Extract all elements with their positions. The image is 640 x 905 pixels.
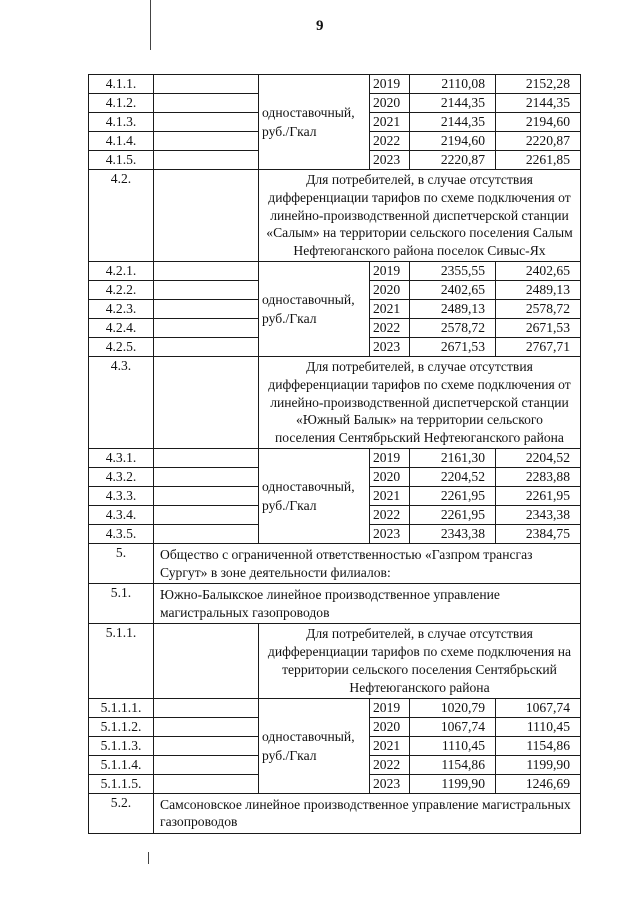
table-row — [89, 75, 581, 94]
tariff-value-first-half: 2144,35 — [410, 94, 496, 113]
empty-cell — [154, 299, 259, 318]
year-cell: 2023 — [370, 524, 410, 543]
tariff-value-first-half: 2261,95 — [410, 505, 496, 524]
tariff-value-second-half: 1246,69 — [496, 774, 581, 793]
tariff-value-second-half: 2261,85 — [496, 151, 581, 170]
year-cell: 2019 — [370, 698, 410, 717]
tariff-value-second-half: 2152,28 — [496, 75, 581, 94]
unit-cell: одноставочный, руб./Гкал — [259, 448, 370, 543]
year-cell: 2021 — [370, 486, 410, 505]
row-number: 4.3.2. — [89, 467, 154, 486]
organization-row — [89, 543, 581, 583]
row-number: 4.3. — [89, 356, 154, 448]
tariff-table-body — [89, 75, 581, 834]
scan-mark-bottom — [148, 852, 149, 864]
year-cell: 2022 — [370, 505, 410, 524]
tariff-value-second-half: 2489,13 — [496, 280, 581, 299]
year-cell: 2021 — [370, 113, 410, 132]
row-number: 5. — [89, 543, 154, 583]
tariff-value-first-half: 1199,90 — [410, 774, 496, 793]
tariff-value-second-half: 1199,90 — [496, 755, 581, 774]
organization-name: Самсоновское линейное производственное управление магистральных газопроводов — [154, 793, 581, 833]
row-number: 4.2. — [89, 170, 154, 262]
row-number: 5.1.1. — [89, 624, 154, 698]
year-cell: 2022 — [370, 318, 410, 337]
table-row — [89, 261, 581, 280]
empty-cell — [154, 280, 259, 299]
organization-row — [89, 584, 581, 624]
tariff-value-first-half: 1020,79 — [410, 698, 496, 717]
year-cell: 2020 — [370, 94, 410, 113]
year-cell: 2022 — [370, 132, 410, 151]
tariff-value-first-half: 2194,60 — [410, 132, 496, 151]
empty-cell — [154, 774, 259, 793]
year-cell: 2019 — [370, 448, 410, 467]
row-number: 4.2.5. — [89, 337, 154, 356]
empty-cell — [154, 170, 259, 262]
tariff-value-first-half: 2220,87 — [410, 151, 496, 170]
section-description: Для потребителей, в случае отсутствия дифференциации тарифов по схеме подключения от линейно-производственной диспетчерской станции «Южный Балык» на территории сельского поселения Сентябрьский Нефтеюганского района — [259, 356, 581, 448]
tariff-value-second-half: 2204,52 — [496, 448, 581, 467]
row-number: 4.2.3. — [89, 299, 154, 318]
empty-cell — [154, 524, 259, 543]
tariff-value-first-half: 1110,45 — [410, 736, 496, 755]
year-cell: 2020 — [370, 467, 410, 486]
empty-cell — [154, 717, 259, 736]
tariff-value-first-half: 2671,53 — [410, 337, 496, 356]
year-cell: 2023 — [370, 774, 410, 793]
empty-cell — [154, 448, 259, 467]
tariff-value-first-half: 2204,52 — [410, 467, 496, 486]
tariff-value-first-half: 2402,65 — [410, 280, 496, 299]
tariff-value-second-half: 2767,71 — [496, 337, 581, 356]
tariff-value-second-half: 2220,87 — [496, 132, 581, 151]
tariff-value-first-half: 2578,72 — [410, 318, 496, 337]
table-row — [89, 448, 581, 467]
empty-cell — [154, 505, 259, 524]
section-description: Для потребителей, в случае отсутствия дифференциации тарифов по схеме подключения на территории сельского поселения Сентябрьский Нефтеюганского района — [259, 624, 581, 698]
year-cell: 2019 — [370, 75, 410, 94]
empty-cell — [154, 132, 259, 151]
row-number: 5.1.1.4. — [89, 755, 154, 774]
tariff-value-second-half: 2671,53 — [496, 318, 581, 337]
row-number: 4.3.1. — [89, 448, 154, 467]
unit-cell: одноставочный, руб./Гкал — [259, 261, 370, 356]
row-number: 4.3.4. — [89, 505, 154, 524]
tariff-value-first-half: 1154,86 — [410, 755, 496, 774]
page-number: 9 — [316, 18, 324, 34]
tariff-value-second-half: 2343,38 — [496, 505, 581, 524]
row-number: 4.1.4. — [89, 132, 154, 151]
row-number: 5.1. — [89, 584, 154, 624]
row-number: 5.1.1.2. — [89, 717, 154, 736]
empty-cell — [154, 736, 259, 755]
tariff-table — [88, 74, 581, 834]
row-number: 5.1.1.3. — [89, 736, 154, 755]
year-cell: 2019 — [370, 261, 410, 280]
empty-cell — [154, 486, 259, 505]
unit-cell: одноставочный, руб./Гкал — [259, 698, 370, 793]
empty-cell — [154, 755, 259, 774]
organization-name: Общество с ограниченной ответственностью «Газпром трансгаз Сургут» в зоне деятельности филиалов: — [154, 543, 581, 583]
organization-row — [89, 793, 581, 833]
tariff-value-second-half: 1110,45 — [496, 717, 581, 736]
unit-cell: одноставочный, руб./Гкал — [259, 75, 370, 170]
empty-cell — [154, 337, 259, 356]
tariff-value-second-half: 2384,75 — [496, 524, 581, 543]
empty-cell — [154, 698, 259, 717]
row-number: 4.1.1. — [89, 75, 154, 94]
empty-cell — [154, 467, 259, 486]
tariff-value-first-half: 2261,95 — [410, 486, 496, 505]
empty-cell — [154, 318, 259, 337]
tariff-value-second-half: 2261,95 — [496, 486, 581, 505]
row-number: 4.3.5. — [89, 524, 154, 543]
empty-cell — [154, 151, 259, 170]
row-number: 5.1.1.5. — [89, 774, 154, 793]
row-number: 4.3.3. — [89, 486, 154, 505]
tariff-value-first-half: 2343,38 — [410, 524, 496, 543]
tariff-value-second-half: 2194,60 — [496, 113, 581, 132]
year-cell: 2021 — [370, 736, 410, 755]
organization-name: Южно-Балыкское линейное производственное управление магистральных газопроводов — [154, 584, 581, 624]
year-cell: 2020 — [370, 717, 410, 736]
year-cell: 2023 — [370, 337, 410, 356]
tariff-value-first-half: 2161,30 — [410, 448, 496, 467]
description-row — [89, 624, 581, 698]
tariff-value-first-half: 2110,08 — [410, 75, 496, 94]
tariff-value-first-half: 2489,13 — [410, 299, 496, 318]
empty-cell — [154, 261, 259, 280]
table-row — [89, 698, 581, 717]
row-number: 5.2. — [89, 793, 154, 833]
tariff-value-second-half: 2144,35 — [496, 94, 581, 113]
tariff-value-second-half: 2402,65 — [496, 261, 581, 280]
empty-cell — [154, 94, 259, 113]
tariff-value-first-half: 1067,74 — [410, 717, 496, 736]
row-number: 4.1.3. — [89, 113, 154, 132]
tariff-value-first-half: 2355,55 — [410, 261, 496, 280]
row-number: 4.2.4. — [89, 318, 154, 337]
description-row — [89, 170, 581, 262]
tariff-value-second-half: 1154,86 — [496, 736, 581, 755]
description-row — [89, 356, 581, 448]
tariff-value-second-half: 1067,74 — [496, 698, 581, 717]
section-description: Для потребителей, в случае отсутствия дифференциации тарифов по схеме подключения от линейно-производственной диспетчерской станции «Салым» на территории сельского поселения Салым Нефтеюганского района поселок Сивыс-Ях — [259, 170, 581, 262]
year-cell: 2020 — [370, 280, 410, 299]
year-cell: 2022 — [370, 755, 410, 774]
row-number: 4.2.1. — [89, 261, 154, 280]
tariff-value-second-half: 2578,72 — [496, 299, 581, 318]
empty-cell — [154, 356, 259, 448]
tariff-value-first-half: 2144,35 — [410, 113, 496, 132]
row-number: 4.2.2. — [89, 280, 154, 299]
empty-cell — [154, 75, 259, 94]
tariff-value-second-half: 2283,88 — [496, 467, 581, 486]
row-number: 4.1.2. — [89, 94, 154, 113]
row-number: 5.1.1.1. — [89, 698, 154, 717]
year-cell: 2021 — [370, 299, 410, 318]
scan-mark-top — [150, 0, 151, 50]
row-number: 4.1.5. — [89, 151, 154, 170]
empty-cell — [154, 624, 259, 698]
empty-cell — [154, 113, 259, 132]
year-cell: 2023 — [370, 151, 410, 170]
